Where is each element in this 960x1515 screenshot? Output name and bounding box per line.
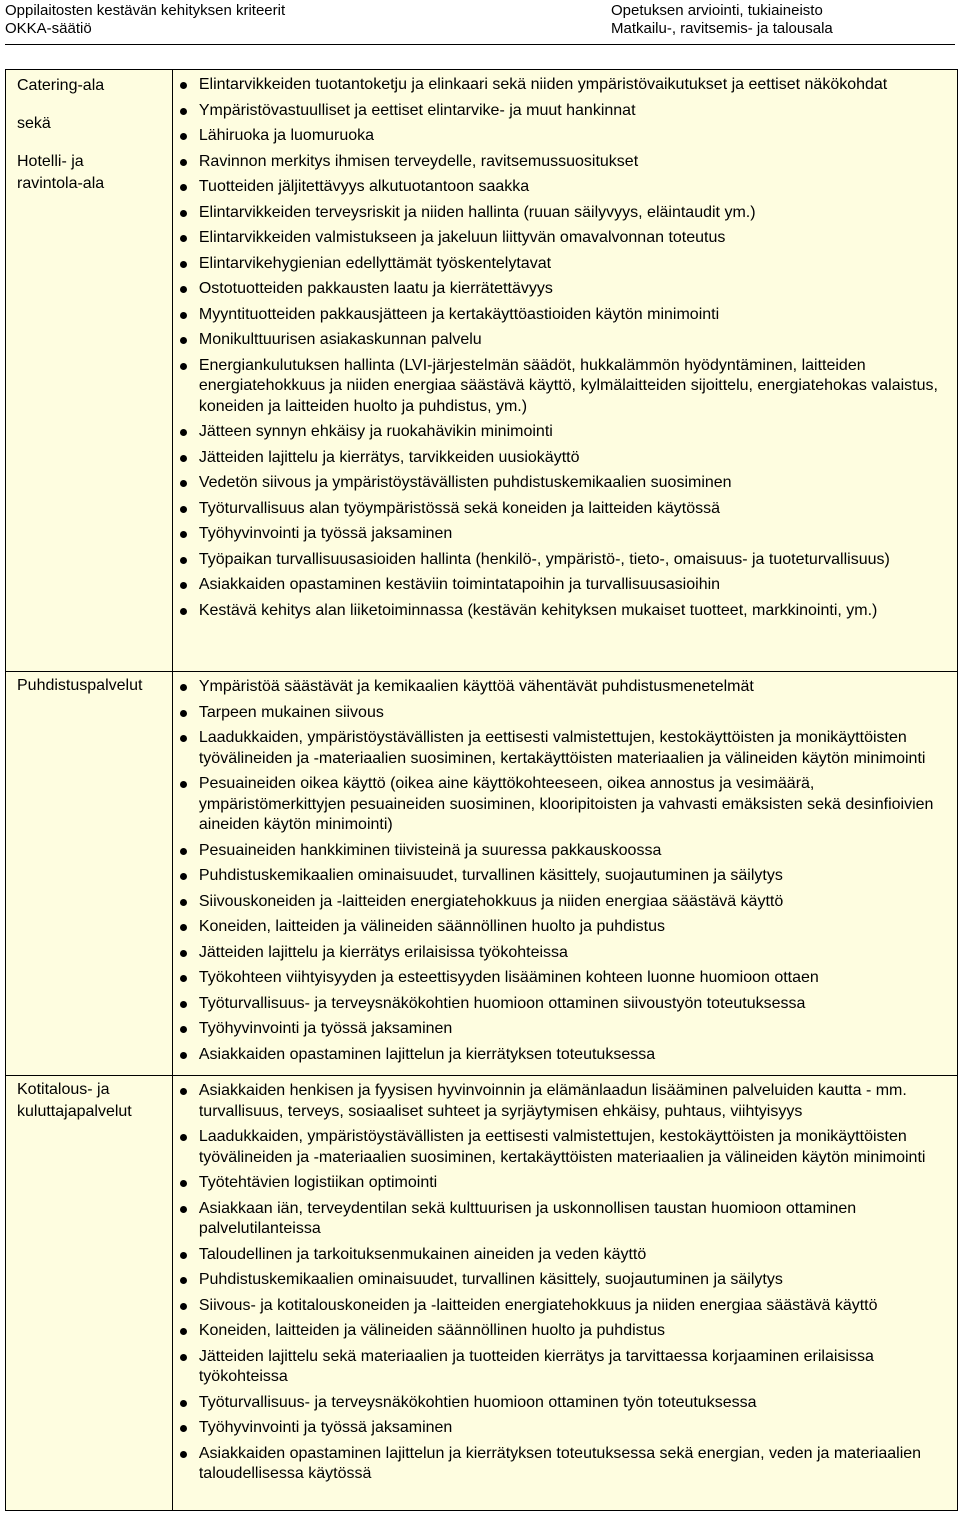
list-item-text: Työtehtävien logistiikan optimointi [198, 1174, 438, 1191]
list-item-text: Tarpeen mukainen siivous [198, 703, 384, 721]
header-right-line2: Matkailu-, ravitsemis- ja talousala [611, 20, 833, 37]
list-item [3, 101, 957, 122]
list-item [3, 330, 957, 351]
category-line: kuluttajapalvelut [17, 1103, 132, 1120]
list-item [3, 524, 957, 545]
bullet-icon [180, 480, 187, 487]
list-item-text: Työkohteen viihtyisyyden ja esteettisyyden lisääminen kohteen luonne huomioon ottaen [198, 969, 819, 986]
list-item [3, 892, 957, 913]
list-item [3, 994, 957, 1015]
list-item [3, 550, 957, 571]
bullet-icon [180, 1303, 187, 1310]
list-item-text: Pesuaineiden oikea käyttö (oikea aine käyttökohteeseen, oikea annostus ja vesimäärä, ympäristömerkittyjen pesuaineiden suosiminen, klooripitoisten ja vahvasti emäksisten sekä desinfioivien aineiden käytön minimointi) [198, 775, 934, 833]
list-item-text: Ympäristöä säästävät ja kemikaalien käyttöä vähentävät puhdistusmenetelmät [198, 678, 754, 695]
list-item [3, 1444, 957, 1485]
bullet-icon [180, 848, 187, 855]
list-item-text: Elintarvikkeiden terveysriskit ja niiden hallinta (ruuan säilyvyys, eläintaudit ym.) [198, 203, 756, 221]
list-item [3, 1173, 957, 1194]
list-item [3, 1081, 957, 1122]
bullet-icon [180, 1180, 187, 1187]
list-item-text: Myyntituotteiden pakkausjätteen ja kertakäyttöastioiden käytön minimointi [198, 305, 720, 323]
list-item-text: Siivous- ja kotitalouskoneiden ja -laitteiden energiatehokkuus ja niiden energiaa säästävä käyttö [198, 1296, 878, 1314]
list-item-text: Elintarvikkeiden valmistukseen ja jakeluun liittyvän omavalvonnan toteutus [198, 229, 726, 246]
bullet-icon [180, 735, 187, 742]
table-row [6, 672, 958, 1076]
bullet-icon [180, 1052, 187, 1059]
list-item [3, 866, 957, 887]
list-item-text: Ravinnon merkitys ihmisen terveydelle, ravitsemussuositukset [198, 152, 639, 170]
bullet-icon [180, 684, 187, 691]
category-line: Hotelli- ja [17, 153, 84, 170]
criteria-list [173, 70, 957, 621]
list-item [3, 305, 957, 326]
bullet-icon [180, 159, 187, 166]
list-item [3, 1296, 957, 1317]
list-item-text: Asiakkaiden opastaminen lajittelun ja kierrätyksen toteutuksessa sekä energian, veden ja materiaalien taloudellisessa käytössä [198, 1444, 922, 1482]
list-item-text: Monikulttuurisen asiakaskunnan palvelu [198, 331, 482, 348]
bullet-icon [180, 133, 187, 140]
bullet-icon [180, 286, 187, 293]
list-item-text: Puhdistuskemikaalien ominaisuudet, turvallinen käsittely, suojautuminen ja säilytys [198, 867, 783, 884]
page-header [5, 0, 955, 46]
list-item-text: Työpaikan turvallisuusasioiden hallinta (henkilö-, ympäristö-, tieto-, omaisuus- ja tuoteturvallisuus) [198, 550, 890, 568]
list-item [3, 177, 957, 198]
bullet-icon [180, 1425, 187, 1432]
list-item-text: Työhyvinvointi ja työssä jaksaminen [198, 1020, 453, 1037]
bullet-icon [180, 337, 187, 344]
list-item-text: Asiakkaiden opastaminen lajittelun ja kierrätyksen toteutuksessa [198, 1045, 656, 1063]
header-right-line1: Opetuksen arviointi, tukiaineisto [611, 2, 823, 19]
list-item-text: Tuotteiden jäljitettävyys alkutuotantoon saakka [198, 178, 530, 195]
bullet-icon [180, 899, 187, 906]
list-item-text: Energiankulutuksen hallinta (LVI-järjestelmän säädöt, hukkalämmön hyödyntäminen, laitteiden energiatehokkuus ja niiden energiaa säästävä käyttö, kylmälaitteiden sijoittelu, energiatehokas valaistus, koneiden ja laitteiden huolto ja puhdistus, ym.) [198, 356, 938, 415]
list-item-text: Pesuaineiden hankkiminen tiivisteinä ja suuressa pakkauskoossa [198, 841, 662, 859]
bullet-icon [180, 235, 187, 242]
bullet-icon [180, 582, 187, 589]
list-item [3, 422, 957, 443]
bullet-icon [180, 608, 187, 615]
category-line: ravintola-ala [17, 175, 105, 192]
list-item-text: Ympäristövastuulliset ja eettiset elintarvike- ja muut hankinnat [198, 101, 636, 119]
list-item-text: Koneiden, laitteiden ja välineiden säännöllinen huolto ja puhdistus [198, 918, 665, 935]
list-item-text: Jätteen synnyn ehkäisy ja ruokahävikin minimointi [198, 423, 553, 440]
list-item [3, 1045, 957, 1066]
bullet-icon [180, 184, 187, 191]
list-item [3, 448, 957, 469]
table-row [6, 70, 958, 672]
items-cell [172, 70, 957, 672]
list-item-text: Jätteiden lajittelu ja kierrätys, tarvikkeiden uusiokäyttö [198, 448, 580, 466]
bullet-icon [180, 429, 187, 436]
list-item-text: Elintarvikkeiden tuotantoketju ja elinkaari sekä niiden ympäristövaikutukset ja eettiset näkökohdat [198, 76, 888, 93]
bullet-icon [180, 557, 187, 564]
bullet-icon [180, 1252, 187, 1259]
bullet-icon [180, 1354, 187, 1361]
list-item [3, 774, 957, 836]
list-item [3, 1393, 957, 1414]
list-item-text: Työhyvinvointi ja työssä jaksaminen [198, 525, 453, 542]
bullet-icon [180, 455, 187, 462]
list-item-text: Vedetön siivous ja ympäristöystävällisten puhdistuskemikaalien suosiminen [198, 474, 732, 491]
list-item-text: Kestävä kehitys alan liiketoiminnassa (kestävän kehityksen mukaiset tuotteet, markkinointi, ym.) [198, 601, 878, 619]
list-item [3, 943, 957, 964]
table-row [6, 1076, 958, 1511]
bullet-icon [180, 210, 187, 217]
list-item-text: Siivouskoneiden ja -laitteiden energiatehokkuus ja niiden energiaa säästävä käyttö [198, 892, 784, 910]
list-item [3, 254, 957, 275]
bullet-icon [180, 531, 187, 538]
items-cell [172, 672, 957, 1076]
bullet-icon [180, 1088, 187, 1095]
list-item [3, 1418, 957, 1439]
bullet-icon [180, 975, 187, 982]
list-item-text: Puhdistuskemikaalien ominaisuudet, turvallinen käsittely, suojautuminen ja säilytys [198, 1271, 783, 1288]
list-item-text: Koneiden, laitteiden ja välineiden säännöllinen huolto ja puhdistus [198, 1322, 665, 1339]
list-item-text: Lähiruoka ja luomuruoka [198, 127, 375, 144]
bullet-icon [180, 1206, 187, 1213]
header-divider [5, 44, 955, 45]
list-item [3, 677, 957, 698]
bullet-icon [180, 1451, 187, 1458]
bullet-icon [180, 1328, 187, 1335]
list-item-text: Työturvallisuus- ja terveysnäkökohtien huomioon ottaminen työn toteutuksessa [198, 1393, 757, 1411]
list-item-text: Laadukkaiden, ympäristöystävällisten ja eettisesti valmistettujen, kestokäyttöisten ja monikäyttöisten työvälineiden ja -materiaalien suosiminen, kertakäyttöisten materiaalien ja välineiden käytön minimointi [198, 1128, 926, 1166]
list-item [3, 1199, 957, 1240]
criteria-list [173, 672, 957, 1065]
list-item [3, 279, 957, 300]
bullet-icon [180, 950, 187, 957]
bullet-icon [180, 1134, 187, 1141]
bullet-icon [180, 781, 187, 788]
list-item [3, 228, 957, 249]
list-item-text: Työturvallisuus- ja terveysnäkökohtien huomioon ottaminen siivoustyön toteutuksessa [198, 994, 806, 1012]
bullet-icon [180, 363, 187, 370]
bullet-icon [180, 1001, 187, 1008]
bullet-icon [180, 873, 187, 880]
list-item [3, 152, 957, 173]
list-item-text: Asiakkaiden opastaminen kestäviin toimintatapoihin ja turvallisuusasioihin [198, 576, 721, 593]
bullet-icon [180, 108, 187, 115]
list-item-text: Taloudellinen ja tarkoituksenmukainen aineiden ja veden käyttö [198, 1245, 647, 1263]
list-item [3, 1127, 957, 1168]
list-item [3, 575, 957, 596]
list-item [3, 1245, 957, 1266]
list-item-text: Työhyvinvointi ja työssä jaksaminen [198, 1419, 453, 1436]
bullet-icon [180, 1277, 187, 1284]
list-item [3, 917, 957, 938]
bullet-icon [180, 261, 187, 268]
header-left-line2: OKKA-säätiö [5, 20, 92, 37]
list-item-text: Työturvallisuus alan työympäristössä sekä koneiden ja laitteiden käytössä [198, 499, 721, 517]
list-item [3, 968, 957, 989]
bullet-icon [180, 1400, 187, 1407]
list-item [3, 1019, 957, 1040]
bullet-icon [180, 924, 187, 931]
list-item [3, 75, 957, 96]
header-left-line1: Oppilaitosten kestävän kehityksen kriteerit [5, 2, 286, 19]
list-item-text: Asiakkaan iän, terveydentilan sekä kulttuurisen ja uskonnollisen taustan huomioon ottaminen palvelutilanteissa [198, 1199, 857, 1237]
list-item [3, 203, 957, 224]
category-line: Puhdistuspalvelut [17, 677, 143, 694]
list-item [3, 1321, 957, 1342]
items-cell [172, 1076, 957, 1511]
list-item [3, 728, 957, 769]
bullet-icon [180, 506, 187, 513]
bullet-icon [180, 312, 187, 319]
list-item-text: Asiakkaiden henkisen ja fyysisen hyvinvoinnin ja elämänlaadun lisääminen palveluiden kautta - mm. turvallisuus, terveys, sosiaaliset suhteet ja syrjäytymisen ehkäisy, puhtaus, viihtyisyys [198, 1082, 907, 1120]
bullet-icon [180, 82, 187, 89]
list-item [3, 703, 957, 724]
bullet-icon [180, 710, 187, 717]
list-item [3, 1347, 957, 1388]
criteria-list [173, 1076, 957, 1485]
list-item-text: Jätteiden lajittelu sekä materiaalien ja tuotteiden kierrätys ja tarvittaessa korjaaminen erilaisissa työkohteissa [198, 1347, 874, 1385]
category-line: sekä [17, 115, 51, 132]
list-item-text: Jätteiden lajittelu ja kierrätys erilaisissa työkohteissa [198, 943, 568, 961]
list-item [3, 126, 957, 147]
list-item [3, 499, 957, 520]
criteria-table [5, 69, 958, 1511]
category-line: Catering-ala [17, 77, 105, 94]
header-right [611, 2, 833, 38]
category-line: Kotitalous- ja [17, 1081, 110, 1098]
list-item-text: Laadukkaiden, ympäristöystävällisten ja eettisesti valmistettujen, kestokäyttöisten ja monikäyttöisten työvälineiden ja -materiaalien suosiminen, kertakäyttöisten materiaalien ja välineiden käytön minimointi [198, 729, 926, 767]
list-item [3, 356, 957, 418]
list-item [3, 601, 957, 622]
list-item [3, 1270, 957, 1291]
list-item [3, 841, 957, 862]
bullet-icon [180, 1026, 187, 1033]
list-item-text: Ostotuotteiden pakkausten laatu ja kierrätettävyys [198, 280, 553, 297]
list-item-text: Elintarvikehygienian edellyttämät työskentelytavat [198, 254, 552, 272]
header-left [5, 2, 285, 38]
list-item [3, 473, 957, 494]
